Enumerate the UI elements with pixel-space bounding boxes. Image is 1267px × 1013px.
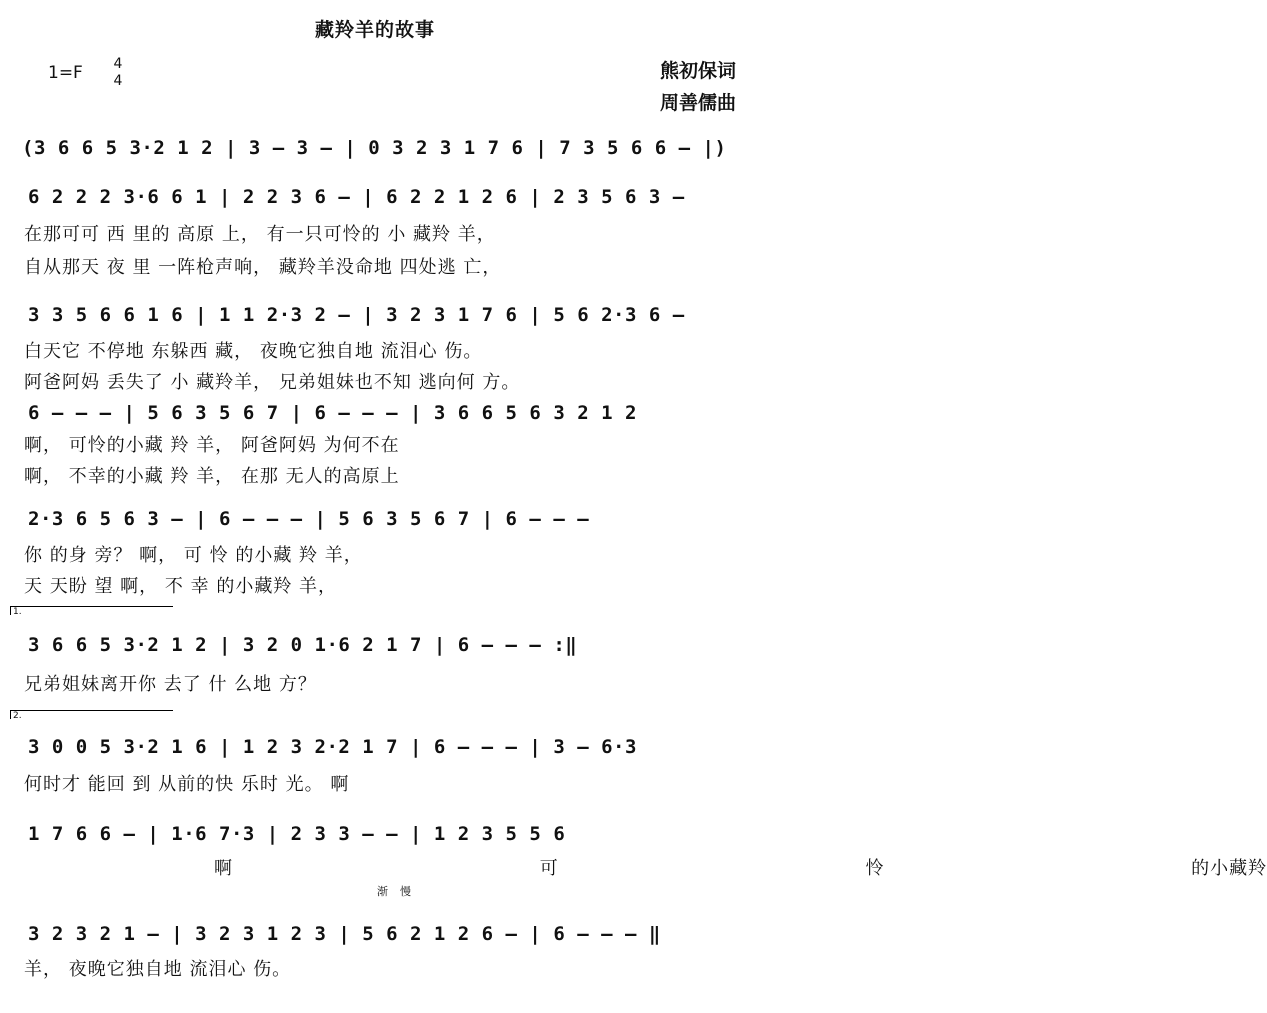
notation-row-8: 3 2 3 2 1 – | 3 2 3 1 2 3 | 5 6 2 1 2 6 – | 6 – – – ‖ xyxy=(28,923,661,945)
time-signature xyxy=(111,56,125,90)
lyrics-row-1-verse-2: 自从那天 夜 里 一阵枪声响， 藏羚羊没命地 四处逃 亡， xyxy=(24,257,502,278)
lyrics-row-7: 啊 可 怜 的小藏羚 xyxy=(214,858,1267,879)
notation-row-0: (3 6 6 5 3·2 1 2 | 3 – 3 – | 0 3 2 3 1 7 6 | 7 3 5 6 6 – |) xyxy=(22,137,727,159)
lyrics-row-2-verse-1: 白天它 不停地 东躲西 藏， 夜晚它独自地 流泪心 伤。 xyxy=(24,341,483,362)
time-signature-bottom: 4 xyxy=(113,73,123,89)
time-signature-top: 4 xyxy=(113,56,123,72)
notation-row-4: 2·3 6 5 6 3 – | 6 – – – | 5 6 3 5 6 7 | 6 – – – xyxy=(28,508,590,530)
lyrics-row-5: 兄弟姐妹离开你 去了 什 么地 方？ xyxy=(24,674,317,695)
lyrics-row-4-verse-2: 天 天盼 望 啊， 不 幸 的小藏羚 羊， xyxy=(24,576,338,597)
notation-row-1: 6 2 2 2 3·6 6 1 | 2 2 3 6 – | 6 2 2 1 2 6 | 2 3 5 6 3 – xyxy=(28,186,685,208)
notation-row-6: 3 0 0 5 3·2 1 6 | 1 2 3 2·2 1 7 | 6 – – – | 3 – 6·3 xyxy=(28,736,637,758)
notation-row-7: 1 7 6 6 – | 1·6 7·3 | 2 3 3 – – | 1 2 3 5 5 6 xyxy=(28,823,566,845)
notation-row-5: 3 6 6 5 3·2 1 2 | 3 2 0 1·6 2 1 7 | 6 – – – :‖ xyxy=(28,634,578,656)
notation-row-3: 6 – – – | 5 6 3 5 6 7 | 6 – – – | 3 6 6 5 6 3 2 1 2 xyxy=(28,402,637,424)
key-signature: 1=F xyxy=(48,63,83,83)
song-title: 藏羚羊的故事 xyxy=(314,19,435,41)
lyrics-row-4-verse-1: 你 的身 旁？ 啊， 可 怜 的小藏 羚 羊， xyxy=(24,545,363,566)
composer-credit: 周善儒曲 xyxy=(659,92,736,114)
volta-bracket-1: 1. xyxy=(10,606,173,615)
lyricist-credit: 熊初保词 xyxy=(659,60,736,82)
tempo-marking: 渐慢 xyxy=(377,885,423,898)
lyrics-row-3-verse-1: 啊， 可怜的小藏 羚 羊， 阿爸阿妈 为何不在 xyxy=(24,435,400,456)
lyrics-row-6: 何时才 能回 到 从前的快 乐时 光。 啊 xyxy=(24,774,350,795)
lyrics-row-2-verse-2: 阿爸阿妈 丢失了 小 藏羚羊， 兄弟姐妹也不知 逃向何 方。 xyxy=(24,372,521,393)
lyrics-row-3-verse-2: 啊， 不幸的小藏 羚 羊， 在那 无人的高原上 xyxy=(24,466,400,487)
lyrics-row-8: 羊， 夜晚它独自地 流泪心 伤。 xyxy=(24,959,292,980)
lyrics-row-1-verse-1: 在那可可 西 里的 高原 上， 有一只可怜的 小 藏羚 羊， xyxy=(24,224,496,245)
volta-bracket-2: 2. xyxy=(10,710,173,719)
notation-row-2: 3 3 5 6 6 1 6 | 1 1 2·3 2 – | 3 2 3 1 7 6 | 5 6 2·3 6 – xyxy=(28,304,685,326)
